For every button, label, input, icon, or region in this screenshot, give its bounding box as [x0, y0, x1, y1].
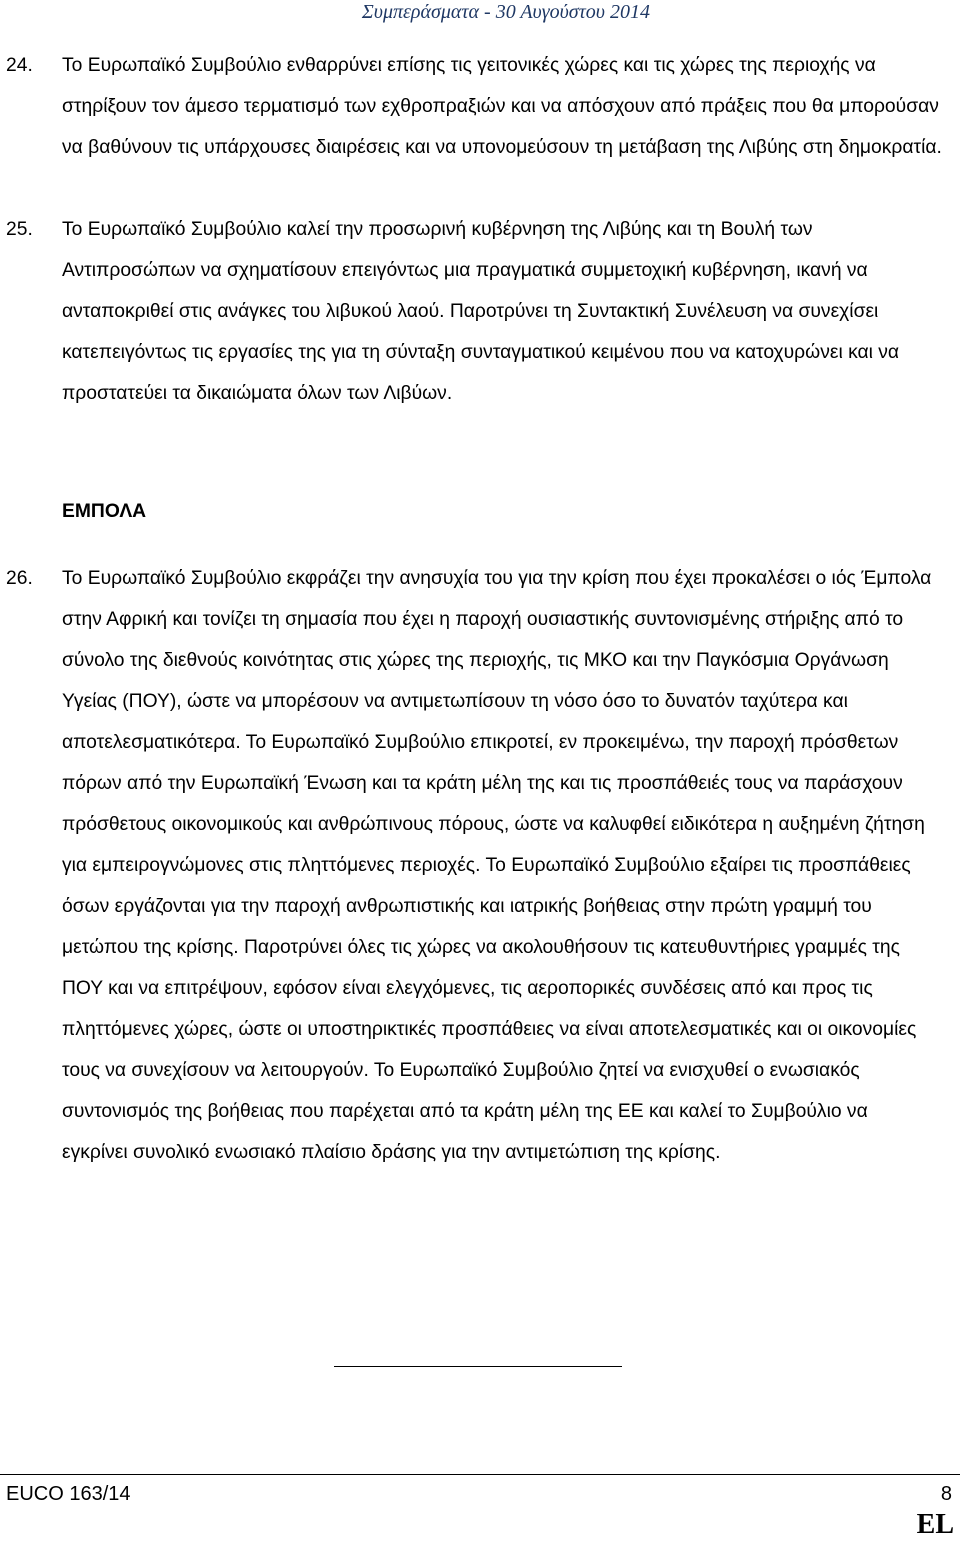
paragraph-number: 25. — [6, 219, 33, 240]
footer-divider — [0, 1474, 960, 1475]
paragraph-text: Το Ευρωπαϊκό Συμβούλιο ενθαρρύνει επίσης τις γειτονικές χώρες και τις χώρες της περιοχής να στηρίξουν τον άμεσο τερματισμό των εχθροπραξιών και να απόσχουν από πράξεις που θα μπορούσαν να βαθύνουν τις υπάρχουσες διαιρέσεις και να υπονομεύσουν τη μετάβαση της Λιβύης στη δημοκρατία. — [62, 55, 942, 158]
end-of-text-rule — [334, 1366, 622, 1367]
paragraph-25 — [0, 209, 960, 414]
page-number: 8 — [940, 1483, 952, 1505]
language-code: EL — [916, 1509, 954, 1540]
section-heading: ΕΜΠΟΛΑ — [62, 501, 147, 522]
paragraph-text: Το Ευρωπαϊκό Συμβούλιο καλεί την προσωρινή κυβέρνηση της Λιβύης και τη Βουλή των Αντιπροσώπων να σχηματίσουν επειγόντως μια πραγματικά συμμετοχική κυβέρνηση, ικανή να ανταποκριθεί στις ανάγκες του λιβυκού λαού. Παροτρύνει τη Συντακτική Συνέλευση να συνεχίσει κατεπειγόντως τις εργασίες της για τη σύνταξη συνταγματικού κειμένου που να κατοχυρώνει και να προστατεύει τα δικαιώματα όλων των Λιβύων. — [62, 219, 900, 404]
paragraph-24 — [0, 45, 960, 168]
paragraph-number: 24. — [6, 55, 33, 76]
paragraph-text: Το Ευρωπαϊκό Συμβούλιο εκφράζει την ανησυχία του για την κρίση που έχει προκαλέσει ο ιός Έμπολα στην Αφρική και τονίζει τη σημασία που έχει η παροχή ουσιαστικής συντονισμένης στήριξης από το σύνολο της διεθνούς κοινότητας στις χώρες της περιοχής, τις ΜΚΟ και την Παγκόσμια Οργάνωση Υγείας (ΠΟΥ), ώστε να μπορέσουν να αντιμετωπίσουν τη νόσο όσο το δυνατόν ταχύτερα και αποτελεσματικότερα. Το Ευρωπαϊκό Συμβούλιο επικροτεί, εν προκειμένω, την παροχή πρόσθετων πόρων από την Ευρωπαϊκή Ένωση και τα κράτη μέλη της και τις προσπάθειές τους να παράσχουν πρόσθετους οικονομικούς και ανθρώπινους πόρους, ώστε να καλυφθεί ειδικότερα η αυξημένη ζήτηση για εμπειρογνώμονες στις πληττόμενες περιοχές. Το Ευρωπαϊκό Συμβούλιο εξαίρει τις προσπάθειες όσων εργάζονται για την παροχή ανθρωπιστικής και ιατρικής βοήθειας στην πρώτη γραμμή του μετώπου της κρίσης. Παροτρύνει όλες τις χώρες να ακολουθήσουν τις κατευθυντήριες γραμμές της ΠΟΥ και να επιτρέψουν, εφόσον είναι ελεγχόμενες, τις αεροπορικές συνδέσεις από και προς τις πληττόμενες χώρες, ώστε οι υποστηρικτικές προσπάθειες να είναι αποτελεσματικές και οι οικονομίες τους να συνεχίσουν να λειτουργούν. Το Ευρωπαϊκό Συμβούλιο ζητεί να ενισχυθεί ο ενωσιακός συντονισμός της βοήθειας που παρέχεται από τα κράτη μέλη της ΕΕ και καλεί το Συμβούλιο να εγκρίνει συνολικό ενωσιακό πλαίσιο δράσης για την αντιμετώπιση της κρίσης. — [62, 568, 932, 1163]
paragraph-number: 26. — [6, 568, 33, 589]
paragraph-26 — [0, 558, 960, 1173]
running-header: Συμπεράσματα - 30 Αυγούστου 2014 — [361, 1, 650, 23]
document-reference: EUCO 163/14 — [6, 1483, 131, 1505]
